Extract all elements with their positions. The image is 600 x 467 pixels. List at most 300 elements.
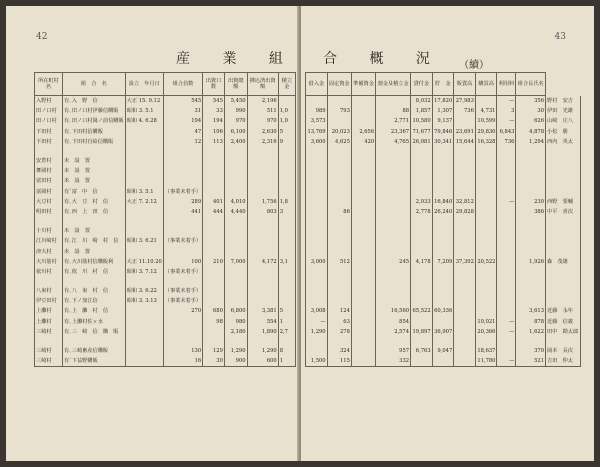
table-cell: 7,000	[224, 257, 247, 267]
column-header: 出資總額	[224, 73, 247, 96]
table-row	[306, 337, 581, 346]
table-cell: 13,769	[306, 127, 328, 137]
table-cell: 420	[351, 137, 375, 147]
table-row	[306, 197, 581, 207]
table-cell	[247, 236, 278, 246]
table-cell	[432, 267, 454, 277]
table-cell	[516, 246, 546, 256]
table-cell	[125, 127, 163, 137]
table-row	[306, 96, 581, 107]
table-cell	[125, 137, 163, 147]
table-cell: 2,778	[411, 207, 433, 217]
table-cell	[376, 246, 411, 256]
table-cell: 1	[278, 356, 295, 367]
table-cell	[411, 226, 433, 236]
page-number: 42	[36, 32, 48, 42]
table-cell	[278, 226, 295, 236]
table-cell	[351, 267, 375, 277]
table-cell: 26,240	[432, 207, 454, 217]
table-cell: 昭和 4. 6.28	[125, 116, 163, 126]
table-cell: 86	[327, 207, 351, 217]
table-cell: 2,630	[247, 127, 278, 137]
table-cell: —	[497, 116, 516, 126]
table-cell: 3,000	[306, 257, 328, 267]
table-cell: 有､田ノ口村伊藤信購販	[63, 106, 126, 116]
table-cell: 6,800	[224, 306, 247, 316]
table-cell: 有､西 上 田 信	[63, 207, 126, 217]
table-cell	[546, 246, 581, 256]
column-header: 貸付金	[411, 73, 433, 96]
table-cell	[475, 96, 497, 107]
right-page	[301, 6, 594, 461]
table-cell	[203, 226, 225, 236]
table-cell	[497, 166, 516, 176]
table-cell: 2,656	[351, 127, 375, 137]
table-cell: 32,812	[454, 197, 476, 207]
table-cell	[454, 166, 476, 176]
table-cell	[306, 286, 328, 296]
table-cell: 3,381	[247, 306, 278, 316]
table-cell	[546, 236, 581, 246]
table-cell: 3,613	[516, 306, 546, 316]
table-cell	[306, 176, 328, 186]
table-cell	[497, 207, 516, 217]
table-cell	[497, 246, 516, 256]
table-row	[306, 286, 581, 296]
table-cell: 20,366	[475, 327, 497, 337]
table-cell	[516, 267, 546, 277]
table-cell	[475, 267, 497, 277]
table-row	[306, 267, 581, 277]
table-cell	[454, 296, 476, 306]
table-cell: 安倉村	[35, 156, 63, 166]
table-cell: 16,840	[432, 197, 454, 207]
table-cell: 31	[163, 106, 202, 116]
table-cell	[125, 166, 163, 176]
table-row	[35, 317, 296, 327]
table-cell: 富田村	[35, 176, 63, 186]
table-cell	[497, 187, 516, 197]
table-cell	[432, 236, 454, 246]
table-cell	[475, 296, 497, 306]
table-cell	[163, 166, 202, 176]
table-cell: 有､大 豆 村 信	[63, 197, 126, 207]
table-row	[35, 147, 296, 156]
table-cell	[125, 317, 163, 327]
table-cell	[376, 166, 411, 176]
table-row	[35, 286, 296, 296]
table-cell	[351, 156, 375, 166]
table-cell: 1,8	[278, 197, 295, 207]
table-cell	[125, 356, 163, 367]
table-cell: 大川筋村	[35, 257, 63, 267]
table-cell	[475, 166, 497, 176]
table-cell: 270	[163, 306, 202, 316]
table-cell: （事業未着手）	[163, 296, 202, 306]
table-cell: （事業未着手）	[163, 187, 202, 197]
table-cell: 1,307	[432, 106, 454, 116]
table-cell	[411, 246, 433, 256]
table-cell	[475, 226, 497, 236]
table-cell	[411, 317, 433, 327]
column-header: 割金及積立金	[376, 73, 411, 96]
table-cell	[454, 356, 476, 367]
table-cell	[516, 166, 546, 176]
table-cell	[497, 257, 516, 267]
table-cell	[376, 286, 411, 296]
table-cell	[351, 246, 375, 256]
table-cell: 6,763	[411, 346, 433, 356]
table-cell: 736	[454, 106, 476, 116]
table-cell: 4,178	[411, 257, 433, 267]
table-cell: 津大村	[35, 246, 63, 256]
table-row	[306, 217, 581, 226]
table-cell: 47	[163, 127, 202, 137]
table-cell: 289	[163, 197, 202, 207]
table-cell: 1,294	[516, 137, 546, 147]
table-row	[306, 306, 581, 316]
table-row	[306, 127, 581, 137]
table-cell	[203, 156, 225, 166]
table-cell: 545	[203, 96, 225, 107]
table-row	[35, 116, 296, 126]
table-cell	[411, 356, 433, 367]
table-cell: 15,644	[454, 137, 476, 147]
table-cell: 989	[306, 106, 328, 116]
table-cell: 4,731	[475, 106, 497, 116]
table-row	[35, 277, 296, 286]
table-cell: 29,828	[454, 207, 476, 217]
table-cell: 113	[203, 137, 225, 147]
table-cell	[224, 246, 247, 256]
table-cell: 有､江 川 崎 村 信	[63, 236, 126, 246]
table-row	[35, 267, 296, 277]
table-cell	[546, 176, 581, 186]
table-cell: 有ﾞ下益野購販	[63, 356, 126, 367]
table-cell: 20,522	[475, 257, 497, 267]
table-cell: 16,560	[376, 306, 411, 316]
table-row	[306, 207, 581, 217]
table-cell: 386	[516, 207, 546, 217]
table-cell: 2,180	[224, 327, 247, 337]
table-cell: 山崎 庄八	[546, 116, 581, 126]
table-cell	[351, 327, 375, 337]
table-cell	[546, 286, 581, 296]
table-cell	[203, 176, 225, 186]
table-cell: 有､三 崎 信 購 販	[63, 327, 126, 337]
table-row	[306, 327, 581, 337]
table-cell	[278, 176, 295, 186]
table-cell: 有､八 束 村 信	[63, 286, 126, 296]
table-row	[306, 257, 581, 267]
table-cell: 有､三崎畜産信購販	[63, 346, 126, 356]
table-cell	[327, 296, 351, 306]
table-cell: 65,522	[411, 306, 433, 316]
table-cell: 三崎村	[35, 327, 63, 337]
table-cell: 昭和 3. 5.1	[125, 187, 163, 197]
table-cell	[516, 156, 546, 166]
table-cell: —	[497, 327, 516, 337]
table-row	[35, 296, 296, 306]
table-cell	[475, 207, 497, 217]
table-cell: 324	[327, 346, 351, 356]
table-row	[306, 137, 581, 147]
table-cell	[125, 246, 163, 256]
table-cell	[351, 257, 375, 267]
table-cell	[278, 96, 295, 107]
table-cell: 8	[278, 346, 295, 356]
table-cell: 194	[203, 116, 225, 126]
table-cell: 田ノ口村	[35, 116, 63, 126]
table-cell: 3,573	[306, 116, 328, 126]
table-cell: 大正 15. 9.12	[125, 96, 163, 107]
table-row	[35, 306, 296, 316]
table-cell: 伊豆田村	[35, 296, 63, 306]
table-cell	[306, 226, 328, 236]
table-cell	[475, 156, 497, 166]
table-cell	[454, 156, 476, 166]
table-cell	[351, 317, 375, 327]
table-cell	[411, 296, 433, 306]
table-cell: 4,010	[224, 197, 247, 207]
table-cell: （事業未着手）	[163, 236, 202, 246]
table-cell: 60,336	[432, 306, 454, 316]
table-cell: 入野村	[35, 96, 63, 107]
table-cell	[203, 327, 225, 337]
table-cell	[306, 246, 328, 256]
table-cell	[327, 166, 351, 176]
table-cell: —	[497, 197, 516, 207]
table-cell	[278, 286, 295, 296]
table-cell	[432, 286, 454, 296]
table-cell: 9,137	[432, 116, 454, 126]
table-cell	[546, 226, 581, 236]
table-cell: 63	[327, 317, 351, 327]
table-cell	[351, 96, 375, 107]
table-cell	[454, 246, 476, 256]
table-cell	[454, 267, 476, 277]
table-cell: 29,830	[475, 127, 497, 137]
table-cell: 田ノ口村	[35, 106, 63, 116]
table-cell	[278, 187, 295, 197]
table-cell: 545	[163, 96, 202, 107]
table-cell	[411, 267, 433, 277]
table-cell: 130	[163, 346, 202, 356]
table-row	[35, 137, 296, 147]
table-cell: 106	[203, 127, 225, 137]
table-cell	[376, 156, 411, 166]
table-row	[306, 356, 581, 367]
table-cell	[327, 156, 351, 166]
table-cell	[278, 267, 295, 277]
table-cell: 17,820	[432, 96, 454, 107]
cooperative-table-right	[305, 72, 581, 367]
table-cell	[497, 286, 516, 296]
table-cell: 7,209	[432, 257, 454, 267]
table-cell: 上灘村	[35, 317, 63, 327]
table-cell	[454, 226, 476, 236]
table-cell	[327, 236, 351, 246]
table-cell: 9,047	[432, 346, 454, 356]
table-cell	[516, 187, 546, 197]
table-cell	[516, 286, 546, 296]
table-cell: 18,637	[475, 346, 497, 356]
table-row	[306, 187, 581, 197]
table-cell	[306, 207, 328, 217]
table-cell: 16,328	[475, 137, 497, 147]
column-header: 準備資金	[351, 73, 375, 96]
table-cell: 十川村	[35, 226, 63, 236]
table-cell	[203, 166, 225, 176]
table-cell: 11,780	[475, 356, 497, 367]
table-cell: 626	[516, 116, 546, 126]
table-cell	[163, 246, 202, 256]
table-cell: 10,021	[475, 317, 497, 327]
table-row	[35, 217, 296, 226]
table-row	[35, 96, 296, 107]
table-cell: —	[497, 356, 516, 367]
table-row	[306, 147, 581, 156]
table-cell	[351, 207, 375, 217]
table-cell: 23,367	[376, 127, 411, 137]
table-cell	[306, 197, 328, 207]
table-cell: 5	[278, 306, 295, 316]
table-cell	[516, 296, 546, 306]
table-cell: 8,032	[411, 96, 433, 107]
table-cell	[163, 156, 202, 166]
table-cell	[454, 236, 476, 246]
table-cell: 88	[376, 106, 411, 116]
table-cell	[163, 317, 202, 327]
table-cell	[247, 296, 278, 306]
table-cell: 124	[327, 306, 351, 316]
table-row	[35, 127, 296, 137]
table-cell	[432, 246, 454, 256]
table-cell: 明田村	[35, 207, 63, 217]
table-cell: 26,081	[411, 137, 433, 147]
table-cell: 793	[327, 106, 351, 116]
table-cell	[432, 156, 454, 166]
table-cell: 230	[516, 197, 546, 207]
table-cell	[411, 286, 433, 296]
table-cell: 昭和 3. 6.22	[125, 286, 163, 296]
table-cell: 有､田ノ口村岡ノ前信購販	[63, 116, 126, 126]
table-cell: 森 茂雄	[546, 257, 581, 267]
table-cell: 西野 要輔	[546, 197, 581, 207]
table-cell	[454, 176, 476, 186]
table-cell	[432, 166, 454, 176]
table-cell: 有､入 野 信	[63, 96, 126, 107]
table-row	[306, 317, 581, 327]
table-cell: 中平 喜次	[546, 207, 581, 217]
table-cell: 昭和 3. 5.1	[125, 106, 163, 116]
table-cell: 9	[278, 137, 295, 147]
table-cell: 伊田 光雄	[546, 106, 581, 116]
table-cell	[278, 166, 295, 176]
table-cell: （事業未着手）	[163, 267, 202, 277]
table-cell	[247, 226, 278, 236]
table-row	[35, 156, 296, 166]
table-cell: 有､下田村信購販	[63, 127, 126, 137]
table-cell: 3	[497, 106, 516, 116]
table-cell: 3,1	[278, 257, 295, 267]
table-cell	[327, 187, 351, 197]
table-cell	[432, 176, 454, 186]
table-cell: 79,846	[432, 127, 454, 137]
column-header: 出資口数	[203, 73, 225, 96]
column-header: 固定資金	[327, 73, 351, 96]
table-row	[306, 246, 581, 256]
table-cell: 19,897	[411, 327, 433, 337]
table-cell	[497, 156, 516, 166]
table-cell	[376, 226, 411, 236]
table-cell: 2,400	[224, 137, 247, 147]
table-cell: 有､上 灘 村 信	[63, 306, 126, 316]
table-cell: 1,890	[247, 327, 278, 337]
table-cell: 2,196	[247, 96, 278, 107]
column-header: 利用料	[497, 73, 516, 96]
table-cell	[351, 116, 375, 126]
table-cell: 2,7	[278, 327, 295, 337]
table-cell: （事業未着手）	[163, 286, 202, 296]
table-cell: 2,033	[411, 197, 433, 207]
column-header: 組 合 名	[63, 73, 126, 96]
table-cell	[125, 207, 163, 217]
table-row	[306, 296, 581, 306]
table-cell: 田中 勘太郎	[546, 327, 581, 337]
table-cell: 210	[203, 257, 225, 267]
table-cell: 30	[516, 106, 546, 116]
table-cell	[351, 306, 375, 316]
table-cell	[247, 166, 278, 176]
table-cell: 吉田 仲太	[546, 356, 581, 367]
table-cell: 512	[327, 257, 351, 267]
table-cell: 600	[247, 356, 278, 367]
table-cell: 岡本 長次	[546, 346, 581, 356]
table-cell	[306, 156, 328, 166]
column-header: 設立 年月日	[125, 73, 163, 96]
table-cell	[351, 106, 375, 116]
table-cell: 12	[163, 137, 202, 147]
table-cell: 上灘村	[35, 306, 63, 316]
table-cell: 37,392	[454, 257, 476, 267]
table-row	[35, 346, 296, 356]
table-cell	[351, 197, 375, 207]
table-cell: 依川村	[35, 267, 63, 277]
table-cell	[203, 246, 225, 256]
table-cell	[224, 166, 247, 176]
table-cell	[224, 226, 247, 236]
table-cell	[224, 236, 247, 246]
table-cell	[516, 226, 546, 236]
table-cell: 521	[516, 356, 546, 367]
table-row	[35, 327, 296, 337]
table-cell	[327, 267, 351, 277]
table-cell: 未 設 置	[63, 166, 126, 176]
table-cell	[203, 236, 225, 246]
table-cell: 16	[163, 356, 202, 367]
left-page	[6, 6, 300, 461]
table-cell: 未 設 置	[63, 226, 126, 236]
table-cell: 736	[497, 137, 516, 147]
table-cell: 1,0	[278, 116, 295, 126]
page-subtitle: （續）	[459, 60, 489, 71]
cooperative-table-left	[34, 72, 296, 367]
table-cell	[497, 236, 516, 246]
table-cell	[432, 356, 454, 367]
table-cell: 900	[224, 356, 247, 367]
table-cell	[376, 267, 411, 277]
